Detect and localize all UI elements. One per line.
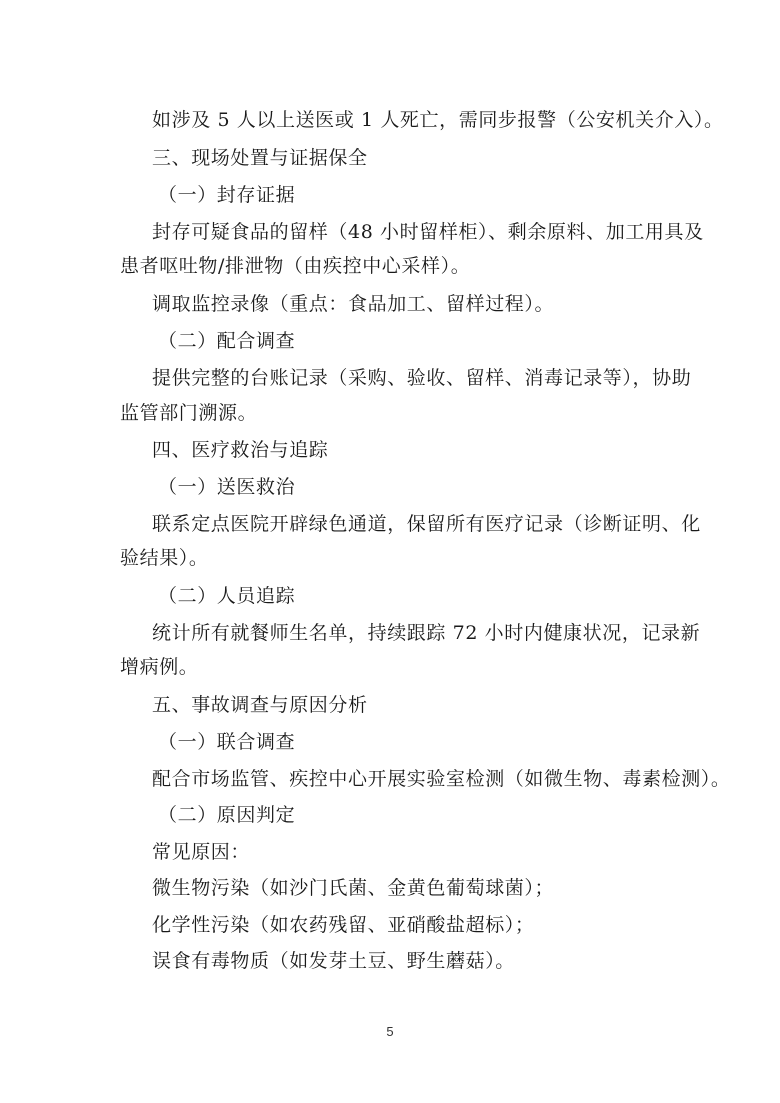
section-heading: 五、事故调查与原因分析 [152,694,368,716]
subsection-heading: （一）联合调查 [158,731,296,753]
text-line: 验结果）。 [120,547,209,569]
text-line: 封存可疑食品的留样（48 小时留样柜）、剩余原料、加工用具及 [152,221,704,243]
text-line: 如涉及 5 人以上送医或 1 人死亡，需同步报警（公安机关介入）。 [152,109,724,131]
text-line: 微生物污染（如沙门氏菌、金黄色葡萄球菌）； [152,877,555,899]
text-line: 提供完整的台账记录（采购、验收、留样、消毒记录等），协助 [152,367,692,389]
section-heading: 四、医疗救治与追踪 [152,439,329,461]
section-heading: 三、现场处置与证据保全 [152,147,368,169]
subsection-heading: （二）人员追踪 [158,585,296,607]
subsection-heading: （一）封存证据 [158,184,296,206]
text-line: 统计所有就餐师生名单，持续跟踪 72 小时内健康状况，记录新 [152,622,701,644]
subsection-heading: （二）原因判定 [158,804,296,826]
text-line: 化学性污染（如农药残留、亚硝酸盐超标）； [152,914,535,936]
text-line: 增病例。 [120,656,199,678]
text-line: 误食有毒物质（如发芽土豆、野生蘑菇）。 [152,950,515,972]
subsection-heading: （二）配合调查 [158,330,296,352]
subsection-heading: （一）送医救治 [158,476,296,498]
text-line: 联系定点医院开辟绿色通道，保留所有医疗记录（诊断证明、化 [152,513,701,535]
text-line: 调取监控录像（重点：食品加工、留样过程）。 [152,293,555,315]
text-line: 常见原因： [152,841,251,863]
text-line: 监管部门溯源。 [120,402,258,424]
text-line: 患者呕吐物/排泄物（由疾控中心采样）。 [120,255,471,277]
text-line: 配合市场监管、疾控中心开展实验室检测（如微生物、毒素检测）。 [152,768,731,790]
page-number: 5 [386,1024,394,1039]
